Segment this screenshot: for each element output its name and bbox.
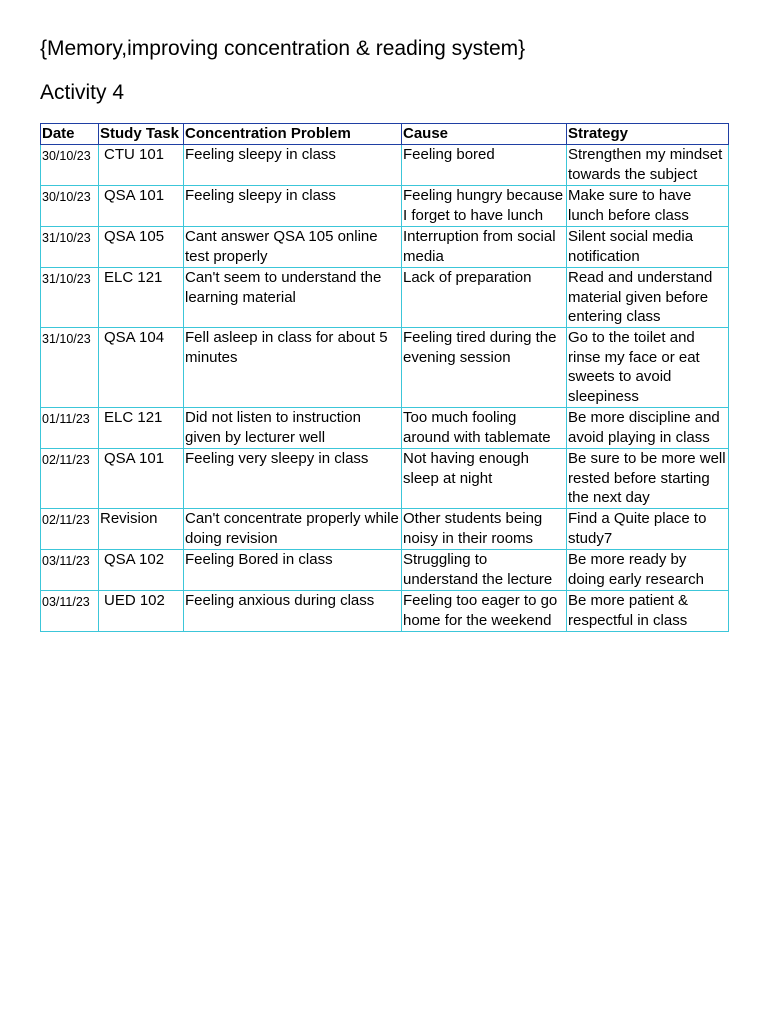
table-row [41, 408, 729, 449]
cell-cause: Feeling hungry because I forget to have lunch [402, 186, 567, 227]
cell-date: 31/10/23 [41, 268, 99, 328]
cell-problem: Cant answer QSA 105 online test properly [184, 227, 402, 268]
cell-study-task: QSA 105 [99, 227, 184, 268]
header-concentration-problem: Concentration Problem [184, 124, 402, 145]
cell-strategy: Find a Quite place to study7 [567, 509, 729, 550]
cell-cause: Feeling too eager to go home for the weekend [402, 591, 567, 632]
cell-problem: Feeling sleepy in class [184, 186, 402, 227]
cell-date: 30/10/23 [41, 186, 99, 227]
cell-problem: Can't seem to understand the learning material [184, 268, 402, 328]
header-date: Date [41, 124, 99, 145]
table-row [41, 509, 729, 550]
cell-date: 01/11/23 [41, 408, 99, 449]
cell-study-task: QSA 104 [99, 328, 184, 408]
cell-problem: Can't concentrate properly while doing revision [184, 509, 402, 550]
cell-strategy: Be more discipline and avoid playing in class [567, 408, 729, 449]
header-cause: Cause [402, 124, 567, 145]
cell-strategy: Go to the toilet and rinse my face or eat sweets to avoid sleepiness [567, 328, 729, 408]
cell-study-task: UED 102 [99, 591, 184, 632]
table-row [41, 591, 729, 632]
cell-strategy: Be more ready by doing early research [567, 550, 729, 591]
cell-study-task: QSA 102 [99, 550, 184, 591]
cell-date: 31/10/23 [41, 328, 99, 408]
concentration-log-table [40, 123, 729, 632]
table-header-row [41, 124, 729, 145]
cell-cause: Not having enough sleep at night [402, 449, 567, 509]
table-row [41, 328, 729, 408]
cell-cause: Lack of preparation [402, 268, 567, 328]
cell-strategy: Strengthen my mindset towards the subject [567, 145, 729, 186]
cell-strategy: Read and understand material given before entering class [567, 268, 729, 328]
cell-date: 03/11/23 [41, 550, 99, 591]
header-strategy: Strategy [567, 124, 729, 145]
table-row [41, 550, 729, 591]
cell-cause: Feeling tired during the evening session [402, 328, 567, 408]
cell-problem: Feeling very sleepy in class [184, 449, 402, 509]
cell-study-task: CTU 101 [99, 145, 184, 186]
cell-date: 02/11/23 [41, 509, 99, 550]
cell-cause: Feeling bored [402, 145, 567, 186]
table-row [41, 186, 729, 227]
header-study-task: Study Task [99, 124, 184, 145]
cell-problem: Feeling sleepy in class [184, 145, 402, 186]
cell-date: 30/10/23 [41, 145, 99, 186]
cell-strategy: Be more patient & respectful in class [567, 591, 729, 632]
activity-heading: Activity 4 [40, 81, 125, 104]
table-row [41, 227, 729, 268]
cell-date: 02/11/23 [41, 449, 99, 509]
cell-strategy: Make sure to have lunch before class [567, 186, 729, 227]
cell-study-task: Revision [99, 509, 184, 550]
table-row [41, 449, 729, 509]
cell-problem: Fell asleep in class for about 5 minutes [184, 328, 402, 408]
table-row [41, 268, 729, 328]
cell-strategy: Silent social media notification [567, 227, 729, 268]
cell-study-task: ELC 121 [99, 408, 184, 449]
cell-problem: Feeling anxious during class [184, 591, 402, 632]
cell-cause: Struggling to understand the lecture [402, 550, 567, 591]
cell-date: 31/10/23 [41, 227, 99, 268]
cell-problem: Feeling Bored in class [184, 550, 402, 591]
cell-date: 03/11/23 [41, 591, 99, 632]
cell-cause: Too much fooling around with tablemate [402, 408, 567, 449]
cell-cause: Interruption from social media [402, 227, 567, 268]
document-title: {Memory,improving concentration & reading system} [40, 37, 526, 60]
cell-study-task: ELC 121 [99, 268, 184, 328]
cell-problem: Did not listen to instruction given by lecturer well [184, 408, 402, 449]
cell-study-task: QSA 101 [99, 449, 184, 509]
cell-study-task: QSA 101 [99, 186, 184, 227]
table-row [41, 145, 729, 186]
cell-strategy: Be sure to be more well rested before starting the next day [567, 449, 729, 509]
cell-cause: Other students being noisy in their rooms [402, 509, 567, 550]
